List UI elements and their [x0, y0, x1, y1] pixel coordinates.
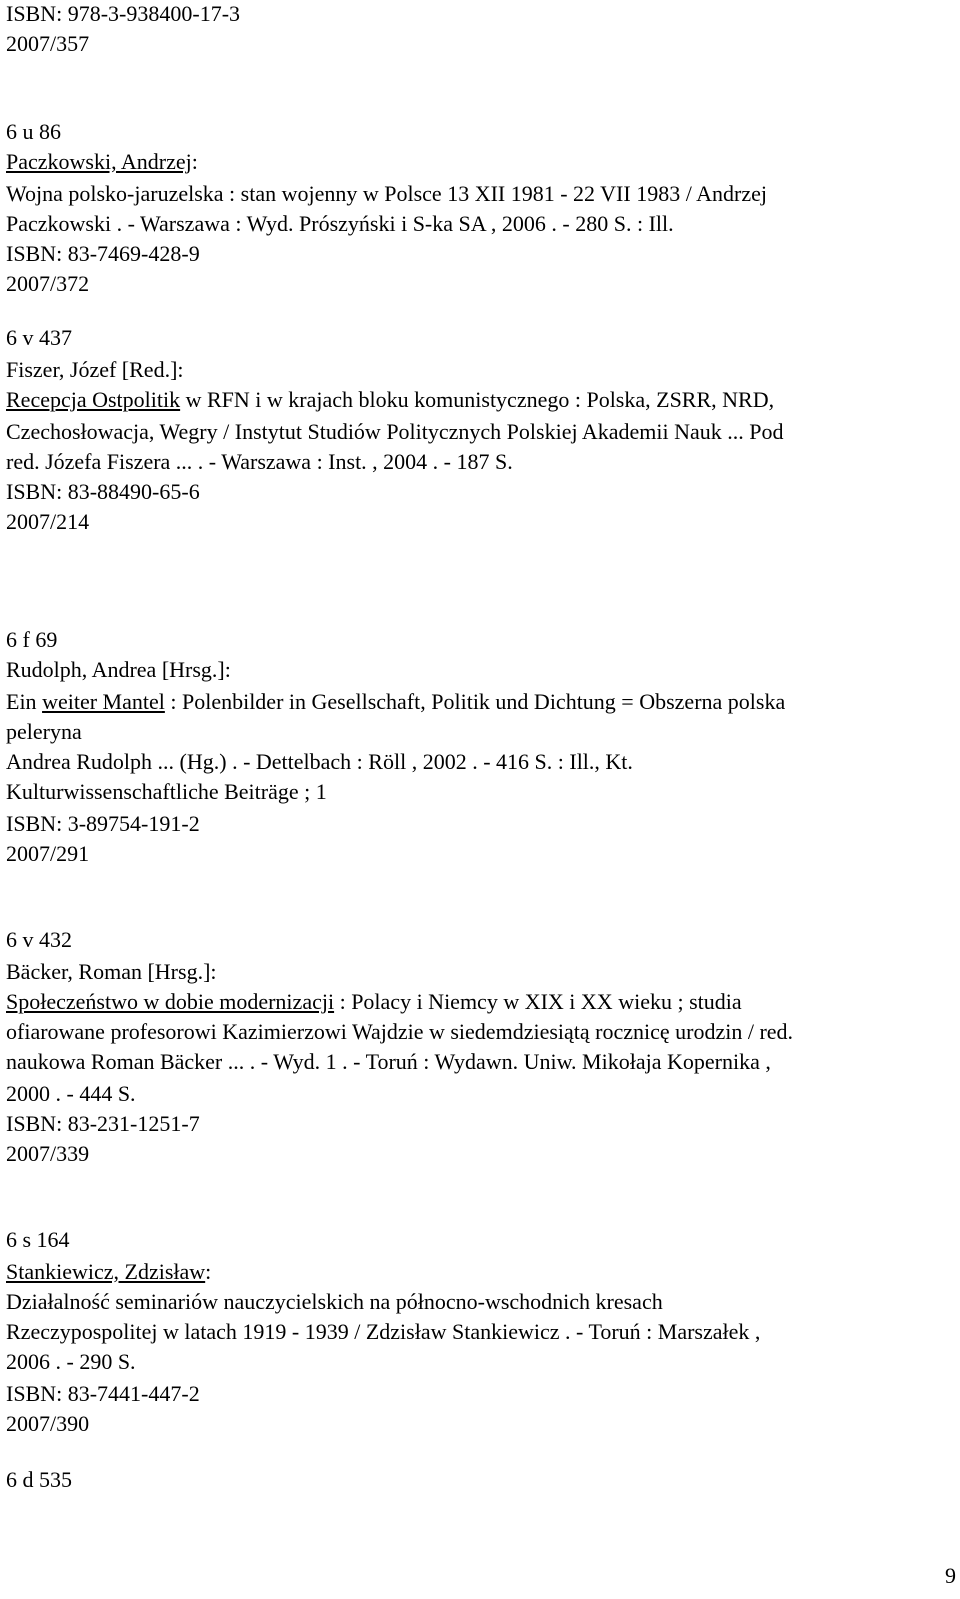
isbn-line: ISBN: 83-7469-428-9 — [6, 241, 200, 266]
title-rest: : Polacy i Niemcy w XIX i XX wieku ; studia — [334, 989, 742, 1014]
title-line — [6, 986, 742, 1018]
record-id: 2007/214 — [6, 509, 90, 534]
title-line: peleryna — [6, 719, 82, 744]
shelf-signature: 6 s 164 — [6, 1227, 70, 1252]
isbn-line: ISBN: 3-89754-191-2 — [6, 811, 200, 836]
record-id: 2007/291 — [6, 841, 90, 866]
title-rest: w RFN i w krajach bloku komunistycznego : Polska, ZSRR, NRD, — [180, 387, 775, 412]
title-line: ofiarowane profesorowi Kazimierzowi Wajdzie w siedemdziesiątą rocznicę urodzin / red. — [6, 1019, 794, 1044]
isbn-line: ISBN: 83-88490-65-6 — [6, 479, 200, 504]
shelf-signature: 6 d 535 — [6, 1467, 72, 1492]
title-line — [6, 686, 785, 718]
title-line: naukowa Roman Bäcker ... . - Wyd. 1 . - Toruń : Wydawn. Uniw. Mikołaja Kopernika , — [6, 1049, 771, 1074]
record-id: 2007/372 — [6, 271, 90, 296]
author-line — [6, 1256, 211, 1288]
title-line: Wojna polsko-jaruzelska : stan wojenny w Polsce 13 XII 1981 - 22 VII 1983 / Andrzej — [6, 181, 767, 206]
title-line: Andrea Rudolph ... (Hg.) . - Dettelbach : Röll , 2002 . - 416 S. : Ill., Kt. — [6, 749, 633, 774]
author-suffix: : — [205, 1259, 212, 1284]
record-id: 2007/339 — [6, 1141, 90, 1166]
title-line: red. Józefa Fiszera ... . - Warszawa : Inst. , 2004 . - 187 S. — [6, 449, 513, 474]
series-line: Kulturwissenschaftliche Beiträge ; 1 — [6, 779, 327, 804]
title-link[interactable]: Społeczeństwo w dobie modernizacji — [6, 989, 335, 1014]
title-link[interactable]: weiter Mantel — [42, 689, 165, 714]
isbn-line: ISBN: 978-3-938400-17-3 — [6, 1, 241, 26]
author-line: Fiszer, Józef [Red.]: — [6, 357, 184, 382]
title-line: 2006 . - 290 S. — [6, 1349, 136, 1374]
shelf-signature: 6 f 69 — [6, 627, 58, 652]
author-line — [6, 146, 198, 178]
title-rest: : Polenbilder in Gesellschaft, Politik und Dichtung = Obszerna polska — [164, 689, 786, 714]
page-number: 9 — [945, 1563, 956, 1588]
title-link[interactable]: Recepcja Ostpolitik — [6, 387, 181, 412]
author-suffix: : — [191, 149, 198, 174]
author-link[interactable]: Stankiewicz, Zdzisław — [6, 1259, 206, 1284]
shelf-signature: 6 v 432 — [6, 927, 72, 952]
record-id: 2007/357 — [6, 31, 90, 56]
isbn-line: ISBN: 83-7441-447-2 — [6, 1381, 200, 1406]
title-line: Działalność seminariów nauczycielskich na północno-wschodnich kresach — [6, 1289, 663, 1314]
record-id: 2007/390 — [6, 1411, 90, 1436]
title-line — [6, 384, 774, 416]
shelf-signature: 6 v 437 — [6, 325, 72, 350]
title-prefix: Ein — [6, 689, 43, 714]
author-link[interactable]: Paczkowski, Andrzej — [6, 149, 192, 174]
shelf-signature: 6 u 86 — [6, 119, 61, 144]
author-line: Rudolph, Andrea [Hrsg.]: — [6, 657, 231, 682]
author-line: Bäcker, Roman [Hrsg.]: — [6, 959, 217, 984]
isbn-line: ISBN: 83-231-1251-7 — [6, 1111, 200, 1136]
title-line: 2000 . - 444 S. — [6, 1081, 136, 1106]
title-line: Czechosłowacja, Wegry / Instytut Studiów Politycznych Polskiej Akademii Nauk ... Pod — [6, 419, 784, 444]
title-line: Rzeczypospolitej w latach 1919 - 1939 / Zdzisław Stankiewicz . - Toruń : Marszałek , — [6, 1319, 761, 1344]
title-line: Paczkowski . - Warszawa : Wyd. Prószyński i S-ka SA , 2006 . - 280 S. : Ill. — [6, 211, 674, 236]
